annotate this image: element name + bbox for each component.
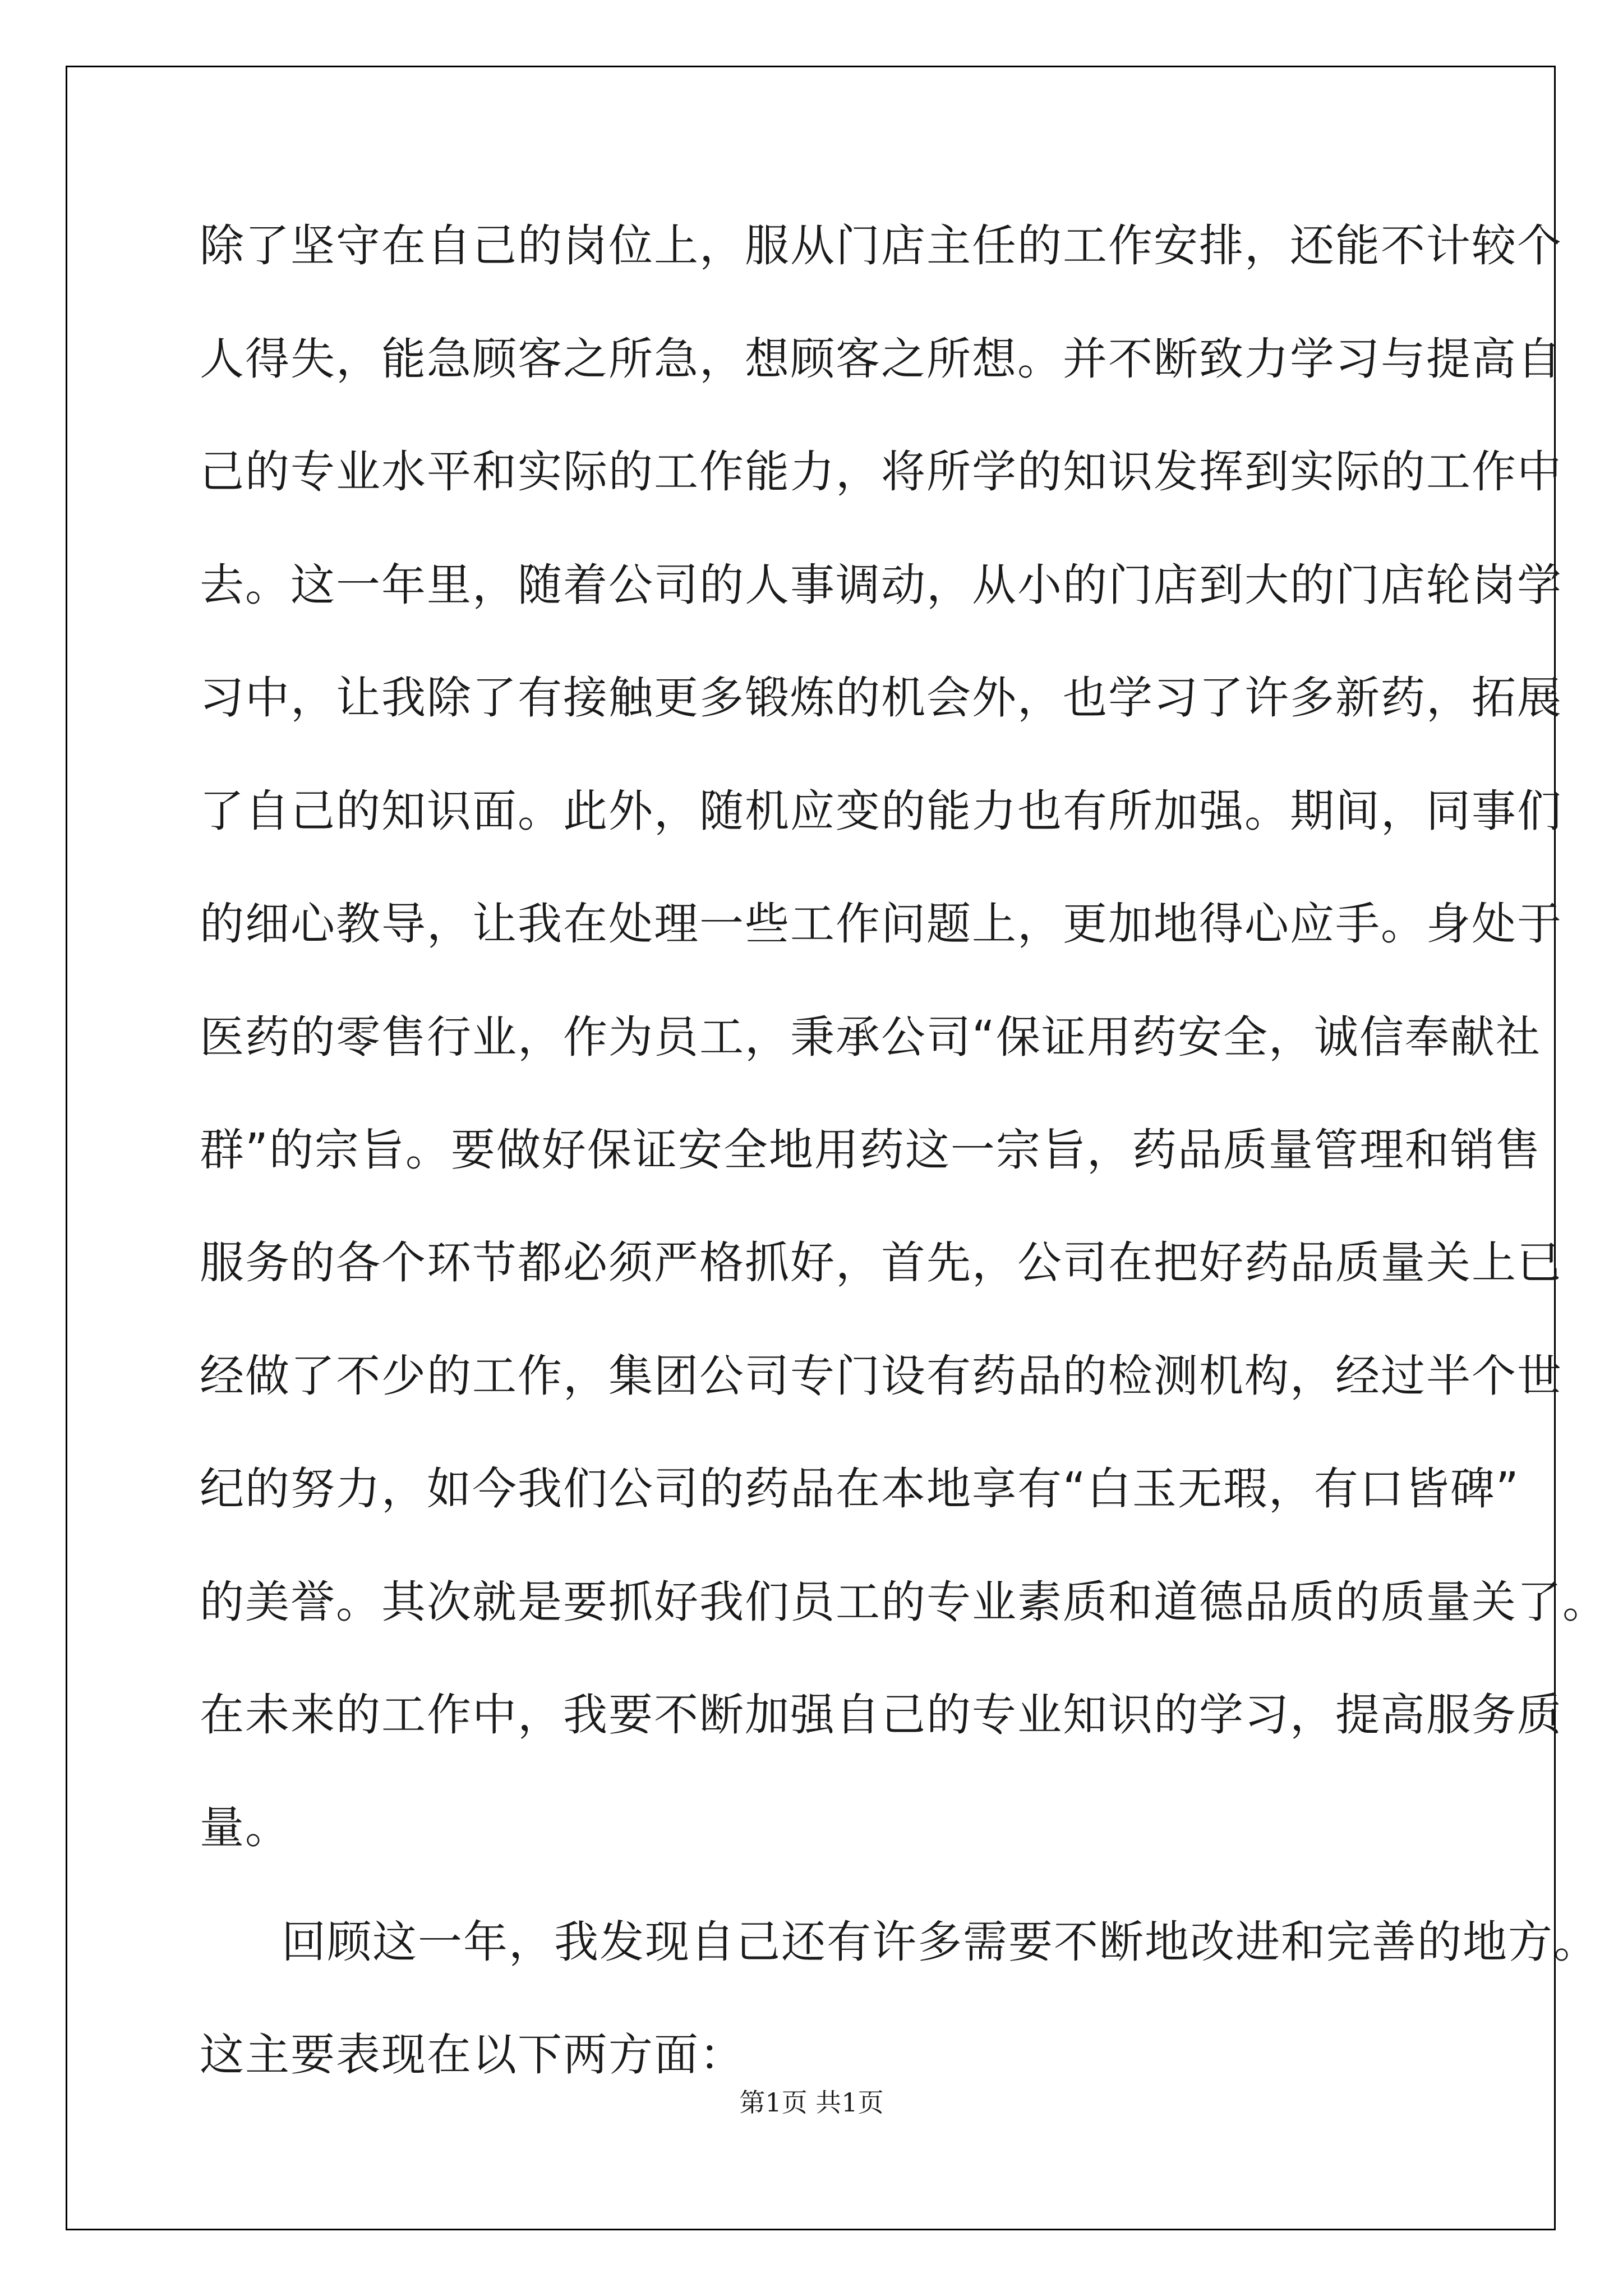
text-line: 了自己的知识面。此外，随机应变的能力也有所加强。期间，同事们 — [200, 785, 1562, 837]
text-line: 己的专业水平和实际的工作能力，将所学的知识发挥到实际的工作中 — [200, 446, 1562, 498]
text-line: 的美誉。其次就是要抓好我们员工的专业素质和道德品质的质量关了。 — [200, 1576, 1608, 1628]
text-line: 人得失，能急顾客之所急，想顾客之所想。并不断致力学习与提高自 — [200, 333, 1562, 385]
text-line: 习中，让我除了有接触更多锻炼的机会外，也学习了许多新药，拓展 — [200, 672, 1562, 724]
text-line: 纪的努力，如今我们公司的药品在本地享有“白玉无瑕，有口皆碑” — [200, 1463, 1520, 1515]
text-line: 经做了不少的工作，集团公司专门设有药品的检测机构，经过半个世 — [200, 1350, 1562, 1402]
text-line: 医药的零售行业，作为员工，秉承公司“保证用药安全，诚信奉献社 — [200, 1011, 1541, 1063]
text-line: 的细心教导，让我在处理一些工作问题上，更加地得心应手。身处于 — [200, 898, 1562, 950]
text-line: 量。 — [200, 1802, 291, 1853]
text-line: 在未来的工作中，我要不断加强自己的专业知识的学习，提高服务质 — [200, 1689, 1562, 1741]
text-line: 除了坚守在自己的岗位上，服从门店主任的工作安排，还能不计较个 — [200, 220, 1562, 272]
text-line: 服务的各个环节都必须严格抓好，首先，公司在把好药品质量关上已 — [200, 1237, 1562, 1289]
text-line: 回顾这一年，我发现自己还有许多需要不断地改进和完善的地方。 — [282, 1916, 1599, 1968]
text-line: 去。这一年里，随着公司的人事调动，从小的门店到大的门店轮岗学 — [200, 559, 1562, 611]
page-footer: 第1页 共1页 — [739, 2087, 884, 2118]
text-line: 这主要表现在以下两方面： — [200, 2029, 745, 2081]
text-line: 群”的宗旨。要做好保证安全地用药这一宗旨，药品质量管理和销售 — [200, 1124, 1541, 1176]
